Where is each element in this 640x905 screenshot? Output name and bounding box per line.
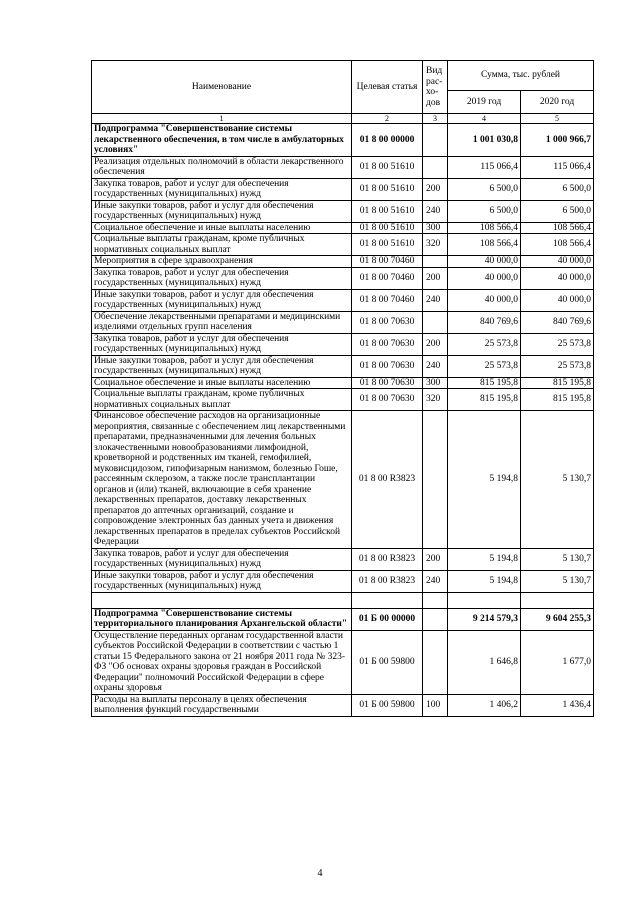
cell-sum-2019: 5 194,8 bbox=[448, 548, 521, 570]
cell-sum-2019: 1 406,2 bbox=[448, 694, 521, 716]
cell-vid: 240 bbox=[423, 570, 448, 592]
cell-code: 01 8 00 R3823 bbox=[352, 570, 423, 592]
cell-name: Иные закупки товаров, работ и услуг для обеспечения государственных (муниципальных) нужд bbox=[92, 570, 352, 592]
cell-sum-2019: 115 066,4 bbox=[448, 156, 521, 178]
page-number: 4 bbox=[317, 868, 323, 879]
cell-sum-2019: 40 000,0 bbox=[448, 289, 521, 311]
cell-name: Реализация отдельных полномочий в области лекарственного обеспечения bbox=[92, 156, 352, 178]
cell-sum-2020: 1 677,0 bbox=[521, 630, 594, 694]
cell-vid: 300 bbox=[423, 377, 448, 389]
table-row bbox=[92, 608, 594, 630]
cell-sum-2019: 5 194,8 bbox=[448, 411, 521, 549]
cell-code: 01 8 00 51610 bbox=[352, 234, 423, 256]
cell-sum-2019: 815 195,8 bbox=[448, 377, 521, 389]
cell-name: Закупка товаров, работ и услуг для обеспечения государственных (муниципальных) нужд bbox=[92, 267, 352, 289]
table-row bbox=[92, 377, 594, 389]
cell-code bbox=[352, 592, 423, 608]
table-row bbox=[92, 389, 594, 411]
cell-code: 01 8 00 51610 bbox=[352, 200, 423, 222]
cell-name: Закупка товаров, работ и услуг для обеспечения государственных (муниципальных) нужд bbox=[92, 178, 352, 200]
col-num-3: 3 bbox=[423, 114, 448, 124]
table-row bbox=[92, 548, 594, 570]
cell-name: Иные закупки товаров, работ и услуг для обеспечения государственных (муниципальных) нужд bbox=[92, 200, 352, 222]
cell-sum-2019: 1 646,8 bbox=[448, 630, 521, 694]
cell-sum-2019: 40 000,0 bbox=[448, 256, 521, 268]
cell-code: 01 8 00 51610 bbox=[352, 156, 423, 178]
cell-sum-2019: 25 573,8 bbox=[448, 333, 521, 355]
cell-vid bbox=[423, 411, 448, 549]
cell-sum-2020: 40 000,0 bbox=[521, 289, 594, 311]
cell-sum-2020: 815 195,8 bbox=[521, 377, 594, 389]
cell-code: 01 8 00 70460 bbox=[352, 289, 423, 311]
cell-sum-2020: 815 195,8 bbox=[521, 389, 594, 411]
cell-name: Обеспечение лекарственными препаратами и медицинскими изделиями отдельных групп населения bbox=[92, 311, 352, 333]
col-num-2: 2 bbox=[352, 114, 423, 124]
cell-code: 01 8 00 51610 bbox=[352, 178, 423, 200]
table-row bbox=[92, 570, 594, 592]
cell-sum-2019: 9 214 579,3 bbox=[448, 608, 521, 630]
cell-name: Закупка товаров, работ и услуг для обеспечения государственных (муниципальных) нужд bbox=[92, 548, 352, 570]
cell-sum-2019 bbox=[448, 592, 521, 608]
budget-table bbox=[91, 60, 594, 717]
col-num-4: 4 bbox=[448, 114, 521, 124]
cell-name: Расходы на выплаты персоналу в целях обеспечения выполнения функций государственными bbox=[92, 694, 352, 716]
cell-sum-2020 bbox=[521, 592, 594, 608]
cell-vid: 300 bbox=[423, 222, 448, 234]
table-row bbox=[92, 630, 594, 694]
cell-vid bbox=[423, 630, 448, 694]
cell-code: 01 Б 00 59800 bbox=[352, 630, 423, 694]
cell-sum-2019: 840 769,6 bbox=[448, 311, 521, 333]
cell-vid: 100 bbox=[423, 694, 448, 716]
cell-sum-2020: 1 000 966,7 bbox=[521, 124, 594, 157]
cell-sum-2020: 25 573,8 bbox=[521, 355, 594, 377]
cell-sum-2019: 40 000,0 bbox=[448, 267, 521, 289]
cell-sum-2020: 5 130,7 bbox=[521, 570, 594, 592]
cell-vid: 320 bbox=[423, 389, 448, 411]
cell-sum-2019: 25 573,8 bbox=[448, 355, 521, 377]
cell-vid bbox=[423, 592, 448, 608]
cell-sum-2020: 6 500,0 bbox=[521, 178, 594, 200]
cell-sum-2019: 1 001 030,8 bbox=[448, 124, 521, 157]
cell-sum-2020: 1 436,4 bbox=[521, 694, 594, 716]
cell-sum-2020: 840 769,6 bbox=[521, 311, 594, 333]
col-num-5: 5 bbox=[521, 114, 594, 124]
table-row bbox=[92, 355, 594, 377]
cell-sum-2020: 108 566,4 bbox=[521, 234, 594, 256]
table-row bbox=[92, 694, 594, 716]
table-row bbox=[92, 200, 594, 222]
budget-table-container bbox=[91, 60, 594, 717]
cell-code: 01 8 00 70630 bbox=[352, 377, 423, 389]
cell-sum-2020: 115 066,4 bbox=[521, 156, 594, 178]
table-row bbox=[92, 289, 594, 311]
cell-code: 01 8 00 R3823 bbox=[352, 548, 423, 570]
cell-name: Социальные выплаты гражданам, кроме публичных нормативных социальных выплат bbox=[92, 234, 352, 256]
cell-code: 01 8 00 70630 bbox=[352, 355, 423, 377]
cell-name: Закупка товаров, работ и услуг для обеспечения государственных (муниципальных) нужд bbox=[92, 333, 352, 355]
cell-name: Социальное обеспечение и иные выплаты населению bbox=[92, 222, 352, 234]
cell-vid bbox=[423, 311, 448, 333]
table-row bbox=[92, 156, 594, 178]
cell-vid: 200 bbox=[423, 178, 448, 200]
table-row bbox=[92, 256, 594, 268]
header-vid: Вид рас-хо-дов bbox=[423, 61, 448, 114]
cell-sum-2019: 6 500,0 bbox=[448, 178, 521, 200]
cell-code: 01 Б 00 00000 bbox=[352, 608, 423, 630]
cell-name: Социальные выплаты гражданам, кроме публичных нормативных социальных выплат bbox=[92, 389, 352, 411]
cell-code: 01 8 00 70630 bbox=[352, 311, 423, 333]
cell-sum-2020: 40 000,0 bbox=[521, 256, 594, 268]
table-spacer-row bbox=[92, 592, 594, 608]
table-row bbox=[92, 267, 594, 289]
cell-name: Мероприятия в сфере здравоохранения bbox=[92, 256, 352, 268]
header-year-2019: 2019 год bbox=[448, 91, 521, 114]
cell-sum-2020: 5 130,7 bbox=[521, 548, 594, 570]
cell-vid: 200 bbox=[423, 333, 448, 355]
cell-sum-2020: 5 130,7 bbox=[521, 411, 594, 549]
header-name: Наименование bbox=[92, 61, 352, 114]
cell-vid: 240 bbox=[423, 355, 448, 377]
cell-name: Подпрограмма "Совершенствование системы территориального планирования Архангельской области" bbox=[92, 608, 352, 630]
cell-code: 01 8 00 00000 bbox=[352, 124, 423, 157]
cell-vid bbox=[423, 156, 448, 178]
cell-vid: 200 bbox=[423, 267, 448, 289]
header-code: Целевая статья bbox=[352, 61, 423, 114]
header-sum: Сумма, тыс. рублей bbox=[448, 61, 594, 91]
cell-name: Социальное обеспечение и иные выплаты населению bbox=[92, 377, 352, 389]
col-num-1: 1 bbox=[92, 114, 352, 124]
table-row bbox=[92, 311, 594, 333]
cell-vid bbox=[423, 256, 448, 268]
cell-name: Осуществление переданных органам государственной власти субъектов Российской Федерации в соответствии с частью 1 статьи 15 Федерального закона от 21 ноября 2011 года № 323-ФЗ "Об основах охраны здоровья граждан в Российской Федерации" полномочий Российской Федерации в сфере охраны здоровья bbox=[92, 630, 352, 694]
cell-name: Иные закупки товаров, работ и услуг для обеспечения государственных (муниципальных) нужд bbox=[92, 289, 352, 311]
table-row bbox=[92, 222, 594, 234]
cell-name bbox=[92, 592, 352, 608]
cell-sum-2019: 815 195,8 bbox=[448, 389, 521, 411]
cell-sum-2020: 40 000,0 bbox=[521, 267, 594, 289]
table-row bbox=[92, 411, 594, 549]
header-year-2020: 2020 год bbox=[521, 91, 594, 114]
table-row bbox=[92, 333, 594, 355]
cell-code: 01 8 00 70630 bbox=[352, 389, 423, 411]
cell-vid: 240 bbox=[423, 200, 448, 222]
cell-code: 01 8 00 70460 bbox=[352, 267, 423, 289]
cell-sum-2019: 5 194,8 bbox=[448, 570, 521, 592]
cell-name: Финансовое обеспечение расходов на организационные мероприятия, связанные с обеспечением лиц лекарственными препаратами, предназначенными для лечения больных злокачественными новообразованиями лимфоидной, кроветворной и родственных им тканей, гемофилией, муковисцидозом, гипофизарным нанизмом, болезнью Гоше, рассеянным склерозом, а также после трансплантации органов и (или) тканей, включающие в себя хранение лекарственных препаратов, доставку лекарственных препаратов до аптечных организаций, создание и сопровождение электронных баз данных учета и движения лекарственных препаратов в пределах субъектов Российской Федерации bbox=[92, 411, 352, 549]
table-row bbox=[92, 124, 594, 157]
cell-vid bbox=[423, 124, 448, 157]
cell-sum-2020: 9 604 255,3 bbox=[521, 608, 594, 630]
cell-vid: 320 bbox=[423, 234, 448, 256]
cell-vid bbox=[423, 608, 448, 630]
cell-sum-2019: 6 500,0 bbox=[448, 200, 521, 222]
cell-sum-2020: 108 566,4 bbox=[521, 222, 594, 234]
cell-sum-2020: 6 500,0 bbox=[521, 200, 594, 222]
cell-code: 01 8 00 70460 bbox=[352, 256, 423, 268]
cell-name: Иные закупки товаров, работ и услуг для обеспечения государственных (муниципальных) нужд bbox=[92, 355, 352, 377]
cell-code: 01 Б 00 59800 bbox=[352, 694, 423, 716]
cell-sum-2020: 25 573,8 bbox=[521, 333, 594, 355]
cell-vid: 240 bbox=[423, 289, 448, 311]
table-row bbox=[92, 234, 594, 256]
cell-vid: 200 bbox=[423, 548, 448, 570]
cell-code: 01 8 00 R3823 bbox=[352, 411, 423, 549]
table-body bbox=[92, 124, 594, 717]
cell-code: 01 8 00 70630 bbox=[352, 333, 423, 355]
cell-name: Подпрограмма "Совершенствование системы лекарственного обеспечения, в том числе в амбулаторных условиях" bbox=[92, 124, 352, 157]
cell-sum-2019: 108 566,4 bbox=[448, 222, 521, 234]
cell-sum-2019: 108 566,4 bbox=[448, 234, 521, 256]
table-row bbox=[92, 178, 594, 200]
cell-code: 01 8 00 51610 bbox=[352, 222, 423, 234]
